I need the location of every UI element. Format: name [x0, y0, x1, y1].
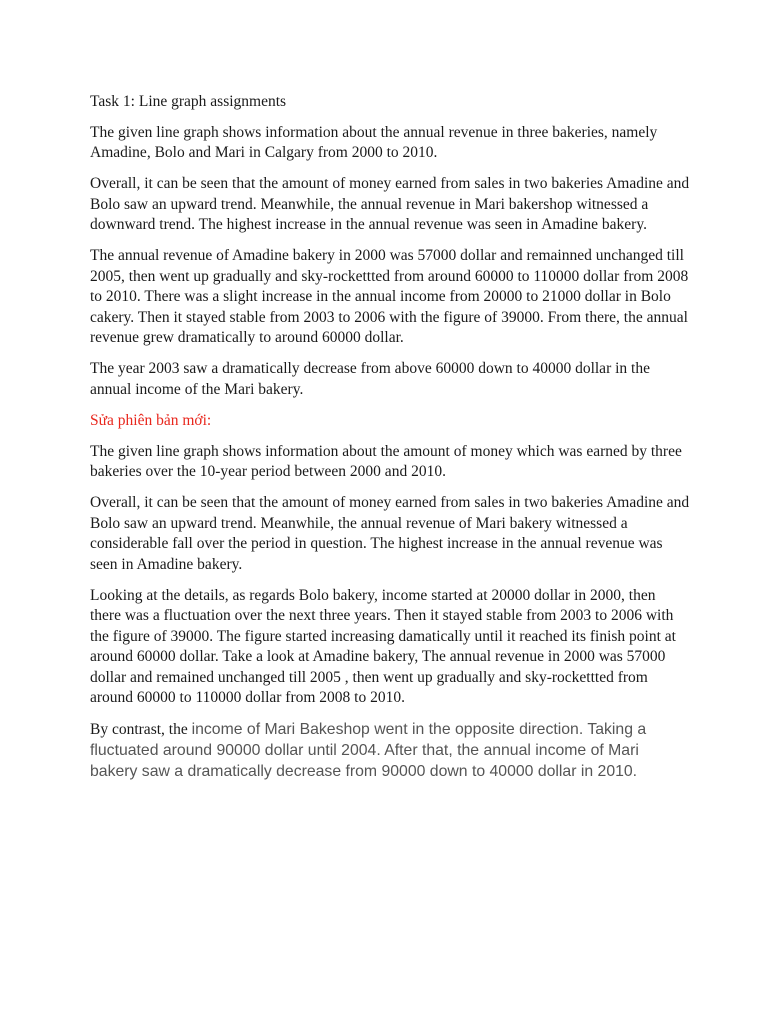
document-heading: Task 1: Line graph assignments — [90, 93, 287, 110]
paragraph-intro: The given line graph shows information about the annual revenue in three bakeries, namely Amadine, Bolo and Mari in Calgary from 2000 to 2010. — [90, 123, 658, 161]
revised-paragraph-intro: The given line graph shows information about the amount of money which was earned by three bakeries over the 10-year period between 2000 and 2010. — [90, 442, 682, 480]
paragraph-mari: The year 2003 saw a dramatically decrease from above 60000 down to 40000 dollar in the annual income of the Mari bakery. — [90, 360, 650, 398]
final-paragraph-lead: By contrast, the — [90, 721, 192, 738]
revised-paragraph-details: Looking at the details, as regards Bolo bakery, income started at 20000 dollar in 2000, then there was a fluctuation over the next three years. Then it stayed stable from 2003 to 2006 with the figure of 39000. The figure started increasing damatically until it reached its finish point at around 60000 dollar. Take a look at Amadine bakery, The annual revenue in 2000 was 57000 dollar and remained unchanged till 2005 , then went up gradually and sky-rockettted from around 60000 to 110000 dollar from 2008 to 2010. — [90, 586, 676, 706]
document-page — [90, 92, 690, 793]
revised-paragraph-overview: Overall, it can be seen that the amount of money earned from sales in two bakeries Amadine and Bolo saw an upward trend. Meanwhile, the annual revenue of Mari bakery witnessed a considerable fall over the period in question. The highest increase in the annual revenue was seen in Amadine bakery. — [90, 494, 690, 573]
final-paragraph — [90, 719, 690, 782]
paragraph-details: The annual revenue of Amadine bakery in 2000 was 57000 dollar and remainned unchanged till 2005, then went up gradually and sky-rockettted from around 60000 to 110000 dollar from 2008 to 2010. There was a slight increase in the annual income from 20000 to 21000 dollar in Bolo cakery. Then it stayed stable from 2003 to 2006 with the figure of 39000. From there, the annual revenue grew dramatically to around 60000 dollar. — [90, 247, 689, 346]
final-paragraph-rest: income of Mari Bakeshop went in the opposite direction. Taking a fluctuated around 90000 dollar until 2004. After that, the annual income of Mari bakery saw a dramatically decrease from 90000 down to 40000 dollar in 2010. — [90, 721, 647, 780]
paragraph-overview: Overall, it can be seen that the amount of money earned from sales in two bakeries Amadine and Bolo saw an upward trend. Meanwhile, the annual revenue in Mari bakershop witnessed a downward trend. The highest increase in the annual revenue was seen in Amadine bakery. — [90, 175, 690, 233]
revision-label: Sửa phiên bản mới: — [90, 411, 212, 429]
